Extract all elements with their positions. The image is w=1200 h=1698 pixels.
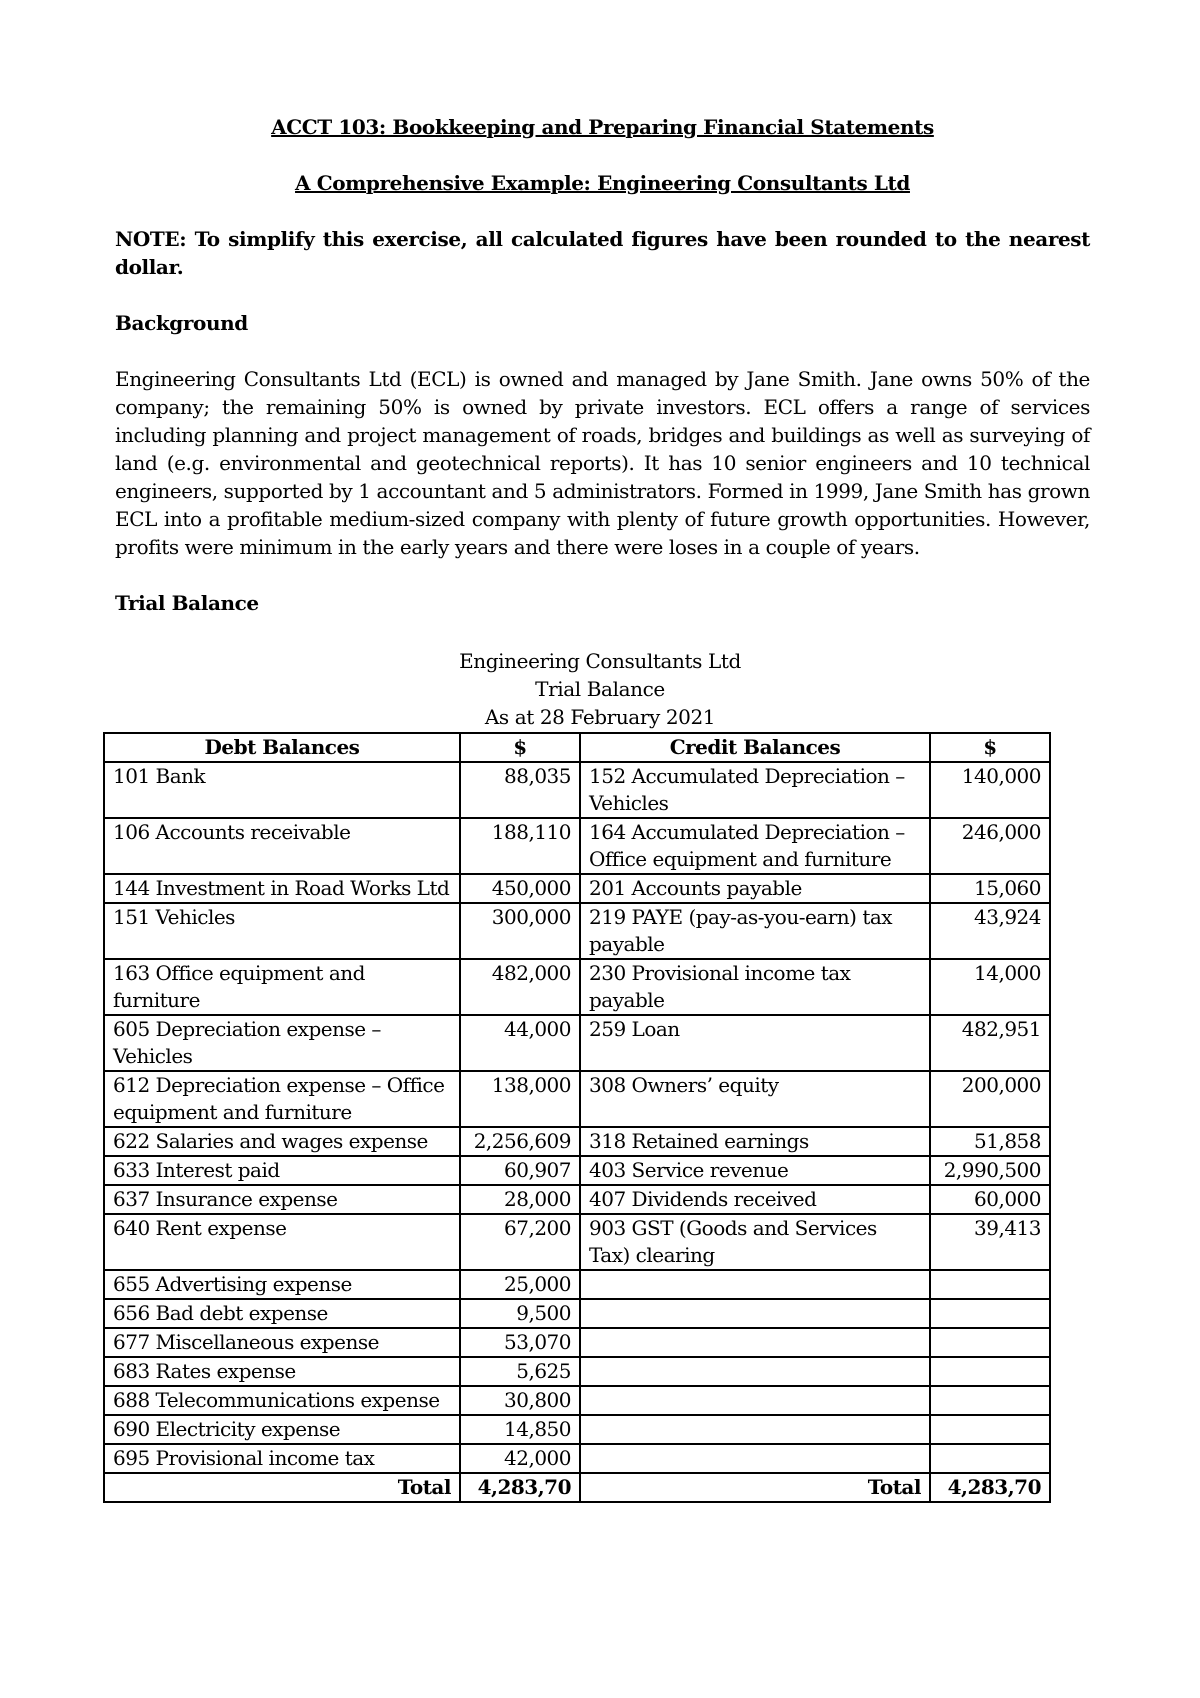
debit-account-cell: 640 Rent expense bbox=[104, 1214, 460, 1270]
credit-account-cell: 152 Accumulated Depreciation – Vehicles bbox=[580, 762, 930, 818]
credit-account-cell: 403 Service revenue bbox=[580, 1156, 930, 1185]
credit-account-cell bbox=[580, 1357, 930, 1386]
table-row bbox=[104, 903, 1050, 959]
document-subtitle: A Comprehensive Example: Engineering Consultants Ltd bbox=[295, 171, 910, 195]
debit-account-cell: 695 Provisional income tax bbox=[104, 1444, 460, 1473]
credit-account-cell: 308 Owners’ equity bbox=[580, 1071, 930, 1127]
debit-account-cell: 688 Telecommunications expense bbox=[104, 1386, 460, 1415]
credit-amount-cell bbox=[930, 1299, 1050, 1328]
credit-amount-cell: 39,413 bbox=[930, 1214, 1050, 1270]
debit-header: Debt Balances bbox=[104, 733, 460, 762]
credit-amount-cell: 43,924 bbox=[930, 903, 1050, 959]
background-line: including planning and project management of roads, bridges and buildings as well as surveying of bbox=[115, 423, 1090, 447]
credit-account-cell: 230 Provisional income tax payable bbox=[580, 959, 930, 1015]
table-row bbox=[104, 1127, 1050, 1156]
debit-account-cell: 612 Depreciation expense – Office equipment and furniture bbox=[104, 1071, 460, 1127]
debit-amount-cell: 14,850 bbox=[460, 1415, 580, 1444]
debit-account-cell: 144 Investment in Road Works Ltd bbox=[104, 874, 460, 903]
table-row bbox=[104, 818, 1050, 874]
debit-amount-cell: 300,000 bbox=[460, 903, 580, 959]
debit-amount-cell: 88,035 bbox=[460, 762, 580, 818]
debit-account-cell: 656 Bad debt expense bbox=[104, 1299, 460, 1328]
background-paragraph bbox=[115, 365, 1090, 561]
debit-amount-cell: 60,907 bbox=[460, 1156, 580, 1185]
debit-account-cell: 622 Salaries and wages expense bbox=[104, 1127, 460, 1156]
debit-account-cell: 106 Accounts receivable bbox=[104, 818, 460, 874]
table-row bbox=[104, 1299, 1050, 1328]
total-credit: 4,283,70 bbox=[930, 1473, 1050, 1502]
debit-account-cell: 101 Bank bbox=[104, 762, 460, 818]
credit-account-cell: 219 PAYE (pay-as-you-earn) tax payable bbox=[580, 903, 930, 959]
table-row bbox=[104, 1156, 1050, 1185]
background-line: land (e.g. environmental and geotechnical reports). It has 10 senior engineers and 10 technical bbox=[115, 451, 1090, 475]
credit-amount-cell bbox=[930, 1386, 1050, 1415]
credit-amount-cell: 482,951 bbox=[930, 1015, 1050, 1071]
table-row bbox=[104, 874, 1050, 903]
background-line: Engineering Consultants Ltd (ECL) is owned and managed by Jane Smith. Jane owns 50% of the bbox=[115, 367, 1090, 391]
table-row bbox=[104, 1357, 1050, 1386]
credit-amount-cell bbox=[930, 1444, 1050, 1473]
credit-header: Credit Balances bbox=[580, 733, 930, 762]
debit-account-cell: 605 Depreciation expense – Vehicles bbox=[104, 1015, 460, 1071]
debit-account-cell: 683 Rates expense bbox=[104, 1357, 460, 1386]
table-header-row bbox=[104, 733, 1050, 762]
credit-amount-cell: 15,060 bbox=[930, 874, 1050, 903]
debit-account-cell: 637 Insurance expense bbox=[104, 1185, 460, 1214]
total-label-debit: Total bbox=[104, 1473, 460, 1502]
trial-balance-title-block bbox=[0, 647, 1200, 731]
debit-amount-cell: 25,000 bbox=[460, 1270, 580, 1299]
credit-amount-cell: 2,990,500 bbox=[930, 1156, 1050, 1185]
credit-account-cell bbox=[580, 1386, 930, 1415]
credit-account-cell: 318 Retained earnings bbox=[580, 1127, 930, 1156]
debit-account-cell: 151 Vehicles bbox=[104, 903, 460, 959]
debit-account-cell: 690 Electricity expense bbox=[104, 1415, 460, 1444]
credit-account-cell: 259 Loan bbox=[580, 1015, 930, 1071]
debit-amount-cell: 53,070 bbox=[460, 1328, 580, 1357]
debit-amount-cell: 482,000 bbox=[460, 959, 580, 1015]
credit-amount-cell bbox=[930, 1415, 1050, 1444]
total-label-credit: Total bbox=[580, 1473, 930, 1502]
credit-amount-cell: 200,000 bbox=[930, 1071, 1050, 1127]
background-line: company; the remaining 50% is owned by private investors. ECL offers a range of services bbox=[115, 395, 1090, 419]
debit-account-cell: 163 Office equipment and furniture bbox=[104, 959, 460, 1015]
debit-amount-cell: 42,000 bbox=[460, 1444, 580, 1473]
debit-amount-header: $ bbox=[460, 733, 580, 762]
trial-balance-heading: Trial Balance bbox=[115, 591, 259, 615]
table-row bbox=[104, 762, 1050, 818]
debit-amount-cell: 188,110 bbox=[460, 818, 580, 874]
debit-amount-cell: 2,256,609 bbox=[460, 1127, 580, 1156]
credit-amount-cell bbox=[930, 1328, 1050, 1357]
credit-account-cell bbox=[580, 1299, 930, 1328]
table-row bbox=[104, 1071, 1050, 1127]
credit-account-cell: 903 GST (Goods and Services Tax) clearing bbox=[580, 1214, 930, 1270]
table-row bbox=[104, 1444, 1050, 1473]
table-row bbox=[104, 1015, 1050, 1071]
background-line: engineers, supported by 1 accountant and 5 administrators. Formed in 1999, Jane Smith has grown bbox=[115, 479, 1090, 503]
rounding-note: NOTE: To simplify this exercise, all calculated figures have been rounded to the nearest dollar. bbox=[115, 227, 1090, 279]
debit-amount-cell: 28,000 bbox=[460, 1185, 580, 1214]
table-row bbox=[104, 1386, 1050, 1415]
credit-amount-cell bbox=[930, 1270, 1050, 1299]
trial-balance-rows bbox=[104, 762, 1050, 1473]
statement-name: Trial Balance bbox=[535, 677, 665, 701]
debit-account-cell: 677 Miscellaneous expense bbox=[104, 1328, 460, 1357]
credit-account-cell: 407 Dividends received bbox=[580, 1185, 930, 1214]
debit-account-cell: 633 Interest paid bbox=[104, 1156, 460, 1185]
background-line: profits were minimum in the early years and there were loses in a couple of years. bbox=[115, 535, 920, 559]
credit-account-cell: 201 Accounts payable bbox=[580, 874, 930, 903]
debit-amount-cell: 5,625 bbox=[460, 1357, 580, 1386]
total-debit: 4,283,70 bbox=[460, 1473, 580, 1502]
credit-amount-cell: 140,000 bbox=[930, 762, 1050, 818]
document-body bbox=[115, 113, 1090, 617]
table-row bbox=[104, 959, 1050, 1015]
debit-amount-cell: 450,000 bbox=[460, 874, 580, 903]
credit-amount-cell: 14,000 bbox=[930, 959, 1050, 1015]
table-row bbox=[104, 1415, 1050, 1444]
debit-account-cell: 655 Advertising expense bbox=[104, 1270, 460, 1299]
table-row bbox=[104, 1270, 1050, 1299]
credit-account-cell bbox=[580, 1270, 930, 1299]
statement-date: As at 28 February 2021 bbox=[484, 705, 716, 729]
background-heading: Background bbox=[115, 311, 248, 335]
debit-amount-cell: 30,800 bbox=[460, 1386, 580, 1415]
credit-amount-cell bbox=[930, 1357, 1050, 1386]
debit-amount-cell: 9,500 bbox=[460, 1299, 580, 1328]
total-row bbox=[104, 1473, 1050, 1502]
credit-amount-cell: 51,858 bbox=[930, 1127, 1050, 1156]
debit-amount-cell: 138,000 bbox=[460, 1071, 580, 1127]
debit-amount-cell: 44,000 bbox=[460, 1015, 580, 1071]
background-line: ECL into a profitable medium-sized company with plenty of future growth opportunities. However, bbox=[115, 507, 1090, 531]
credit-account-cell bbox=[580, 1415, 930, 1444]
debit-amount-cell: 67,200 bbox=[460, 1214, 580, 1270]
document-title: ACCT 103: Bookkeeping and Preparing Financial Statements bbox=[271, 115, 934, 139]
trial-balance-table bbox=[103, 732, 1051, 1503]
credit-account-cell bbox=[580, 1328, 930, 1357]
credit-amount-cell: 60,000 bbox=[930, 1185, 1050, 1214]
company-name: Engineering Consultants Ltd bbox=[459, 649, 741, 673]
table-row bbox=[104, 1185, 1050, 1214]
table-row bbox=[104, 1214, 1050, 1270]
credit-amount-cell: 246,000 bbox=[930, 818, 1050, 874]
table-row bbox=[104, 1328, 1050, 1357]
credit-amount-header: $ bbox=[930, 733, 1050, 762]
credit-account-cell: 164 Accumulated Depreciation – Office equipment and furniture bbox=[580, 818, 930, 874]
credit-account-cell bbox=[580, 1444, 930, 1473]
